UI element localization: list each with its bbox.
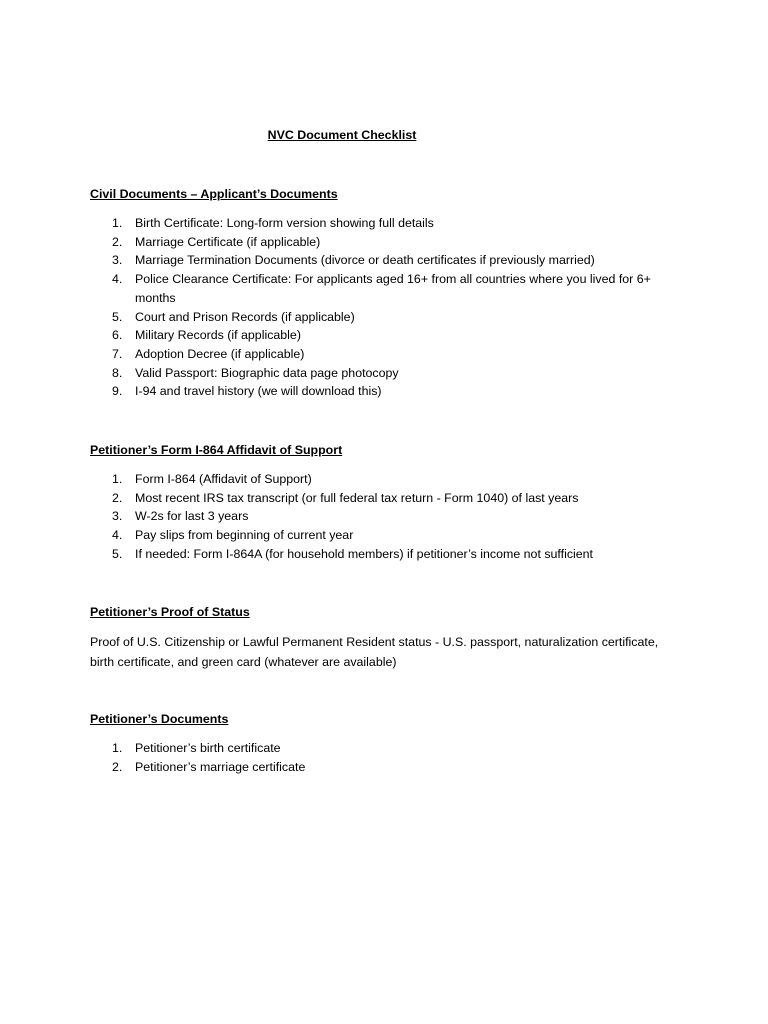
list-number: 1. — [112, 216, 123, 230]
list-item — [90, 739, 680, 758]
list-number: 5. — [112, 309, 123, 324]
list-item — [90, 507, 680, 526]
section-heading: Petitioner’s Form I-864 Affidavit of Support — [90, 443, 343, 457]
list-item — [90, 758, 680, 777]
list-item — [90, 545, 680, 564]
list-item-text: Form I-864 (Affidavit of Support) — [135, 472, 312, 486]
section-heading: Petitioner’s Proof of Status — [90, 605, 250, 619]
list-item — [90, 251, 680, 270]
list-item-text: Marriage Termination Documents (divorce or death certificates if previously married) — [135, 253, 595, 268]
list-item-text: Police Clearance Certificate: For applicants aged 16+ from all countries where you lived for 6+ months — [135, 272, 651, 305]
section-heading: Petitioner’s Documents — [90, 712, 229, 726]
list-item — [90, 364, 680, 383]
list-item-text: I-94 and travel history (we will download this) — [135, 384, 382, 399]
section-petitioner-documents — [90, 711, 680, 776]
list-number: 3. — [112, 509, 123, 524]
list-number: 6. — [112, 328, 123, 343]
list-item-text: Petitioner’s marriage certificate — [135, 759, 306, 774]
list-item-text: If needed: Form I-864A (for household members) if petitioner’s income not sufficient — [135, 546, 593, 561]
section-heading: Civil Documents – Applicant’s Documents — [90, 187, 338, 201]
list-number: 7. — [112, 346, 123, 361]
civil-documents-list — [90, 214, 680, 401]
list-item-text: Marriage Certificate (if applicable) — [135, 234, 321, 249]
petitioner-documents-list — [90, 739, 680, 776]
section-affidavit-of-support — [90, 442, 680, 564]
list-item — [90, 326, 680, 345]
list-number: 2. — [112, 490, 123, 505]
list-item-text: Valid Passport: Biographic data page photocopy — [135, 365, 399, 380]
list-item — [90, 470, 680, 489]
list-item — [90, 526, 680, 545]
list-item — [90, 489, 680, 508]
list-number: 1. — [112, 741, 123, 755]
list-item-text: W-2s for last 3 years — [135, 509, 249, 524]
list-number: 2. — [112, 759, 123, 774]
list-item — [90, 233, 680, 252]
proof-of-status-paragraph: Proof of U.S. Citizenship or Lawful Permanent Resident status - U.S. passport, naturalization certificate, birth certificate, and green card (whatever are available) — [90, 635, 659, 669]
list-number: 2. — [112, 234, 123, 249]
list-number: 4. — [112, 272, 123, 287]
list-item — [90, 308, 680, 327]
section-civil-documents — [90, 186, 680, 401]
list-number: 4. — [112, 528, 123, 543]
list-item — [90, 270, 680, 307]
list-number: 5. — [112, 546, 123, 561]
affidavit-list — [90, 470, 680, 564]
list-item-text: Birth Certificate: Long-form version showing full details — [135, 216, 434, 230]
list-item-text: Court and Prison Records (if applicable) — [135, 309, 355, 324]
list-item-text: Pay slips from beginning of current year — [135, 528, 354, 543]
list-item-text: Adoption Decree (if applicable) — [135, 346, 305, 361]
document-title: NVC Document Checklist — [267, 128, 417, 142]
list-number: 8. — [112, 365, 123, 380]
list-item-text: Most recent IRS tax transcript (or full federal tax return - Form 1040) of last years — [135, 490, 579, 505]
list-item — [90, 382, 680, 401]
list-item-text: Military Records (if applicable) — [135, 328, 301, 343]
list-item — [90, 214, 680, 233]
section-proof-of-status — [90, 604, 680, 672]
list-item — [90, 345, 680, 364]
list-item-text: Petitioner’s birth certificate — [135, 741, 281, 755]
list-number: 3. — [112, 253, 123, 268]
list-number: 9. — [112, 384, 123, 399]
list-number: 1. — [112, 472, 123, 486]
